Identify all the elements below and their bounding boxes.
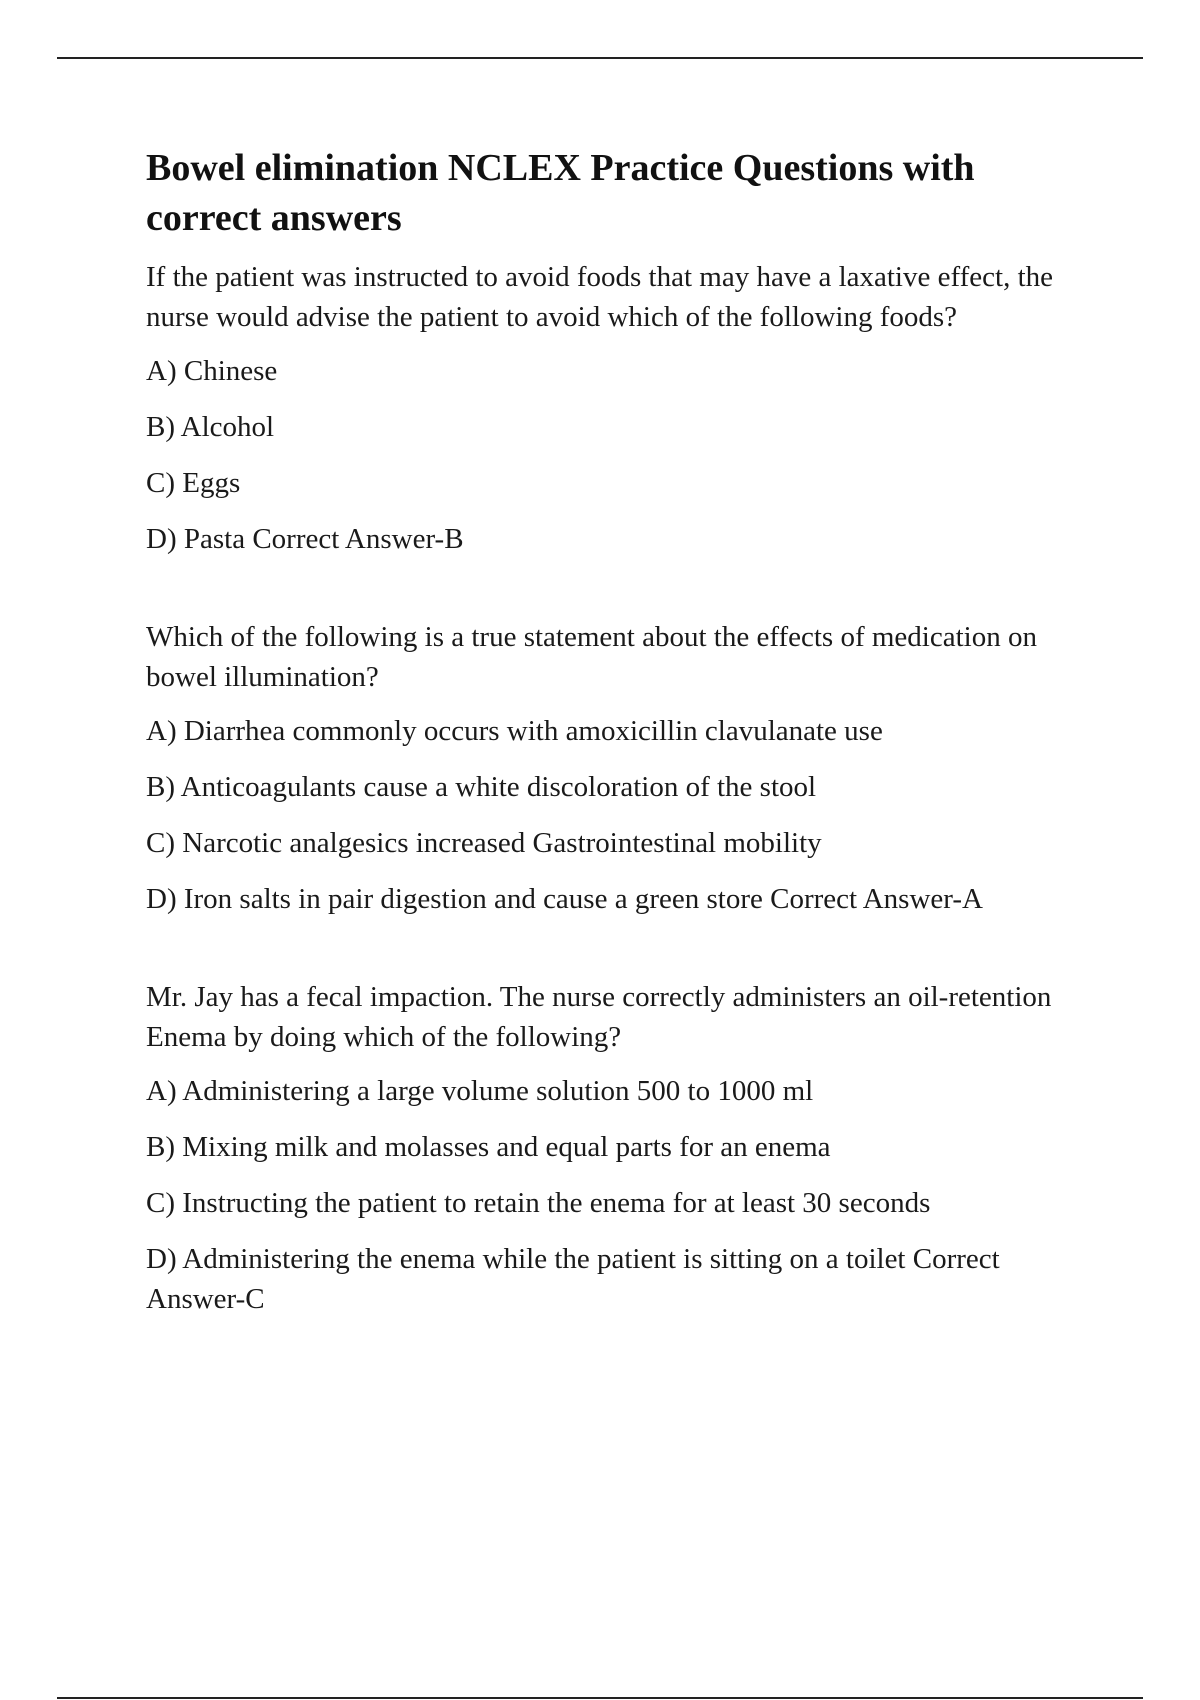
option-d-with-answer [146, 519, 1086, 559]
option-b: B) Mixing milk and molasses and equal parts for an enema [146, 1131, 831, 1163]
question-text: Which of the following is a true statement about the effects of medication on bowel illumination? [146, 621, 1037, 693]
document-body [146, 143, 1086, 1335]
question-text: If the patient was instructed to avoid foods that may have a laxative effect, the nurse would advise the patient to avoid which of the following foods? [146, 261, 1054, 333]
bottom-rule [57, 1697, 1143, 1699]
option-b: B) Alcohol [146, 411, 275, 443]
correct-answer: Correct Answer-C [146, 1243, 1000, 1315]
option-d: D) Administering the enema while the patient is sitting on a toilet [146, 1243, 906, 1275]
top-rule [57, 57, 1143, 59]
question-1 [146, 257, 1086, 559]
option-d: D) Pasta [146, 523, 246, 555]
document-title: Bowel elimination NCLEX Practice Questions with correct answers [146, 147, 975, 239]
option-b: B) Anticoagulants cause a white discoloration of the stool [146, 771, 817, 803]
option-a: A) Chinese [146, 355, 278, 387]
option-d: D) Iron salts in pair digestion and cause a green store [146, 883, 763, 915]
option-c: C) Narcotic analgesics increased Gastrointestinal mobility [146, 827, 822, 859]
option-c: C) Eggs [146, 467, 241, 499]
option-d-with-answer [146, 879, 1086, 919]
option-a: A) Diarrhea commonly occurs with amoxicillin clavulanate use [146, 715, 883, 747]
option-d-with-answer [146, 1239, 1086, 1319]
correct-answer: Correct Answer-A [770, 883, 983, 915]
option-c: C) Instructing the patient to retain the enema for at least 30 seconds [146, 1187, 931, 1219]
question-3 [146, 977, 1086, 1319]
question-2 [146, 617, 1086, 919]
option-a: A) Administering a large volume solution 500 to 1000 ml [146, 1075, 814, 1107]
correct-answer: Correct Answer-B [252, 523, 464, 555]
question-text: Mr. Jay has a fecal impaction. The nurse correctly administers an oil-retention Enema by doing which of the following? [146, 981, 1052, 1053]
